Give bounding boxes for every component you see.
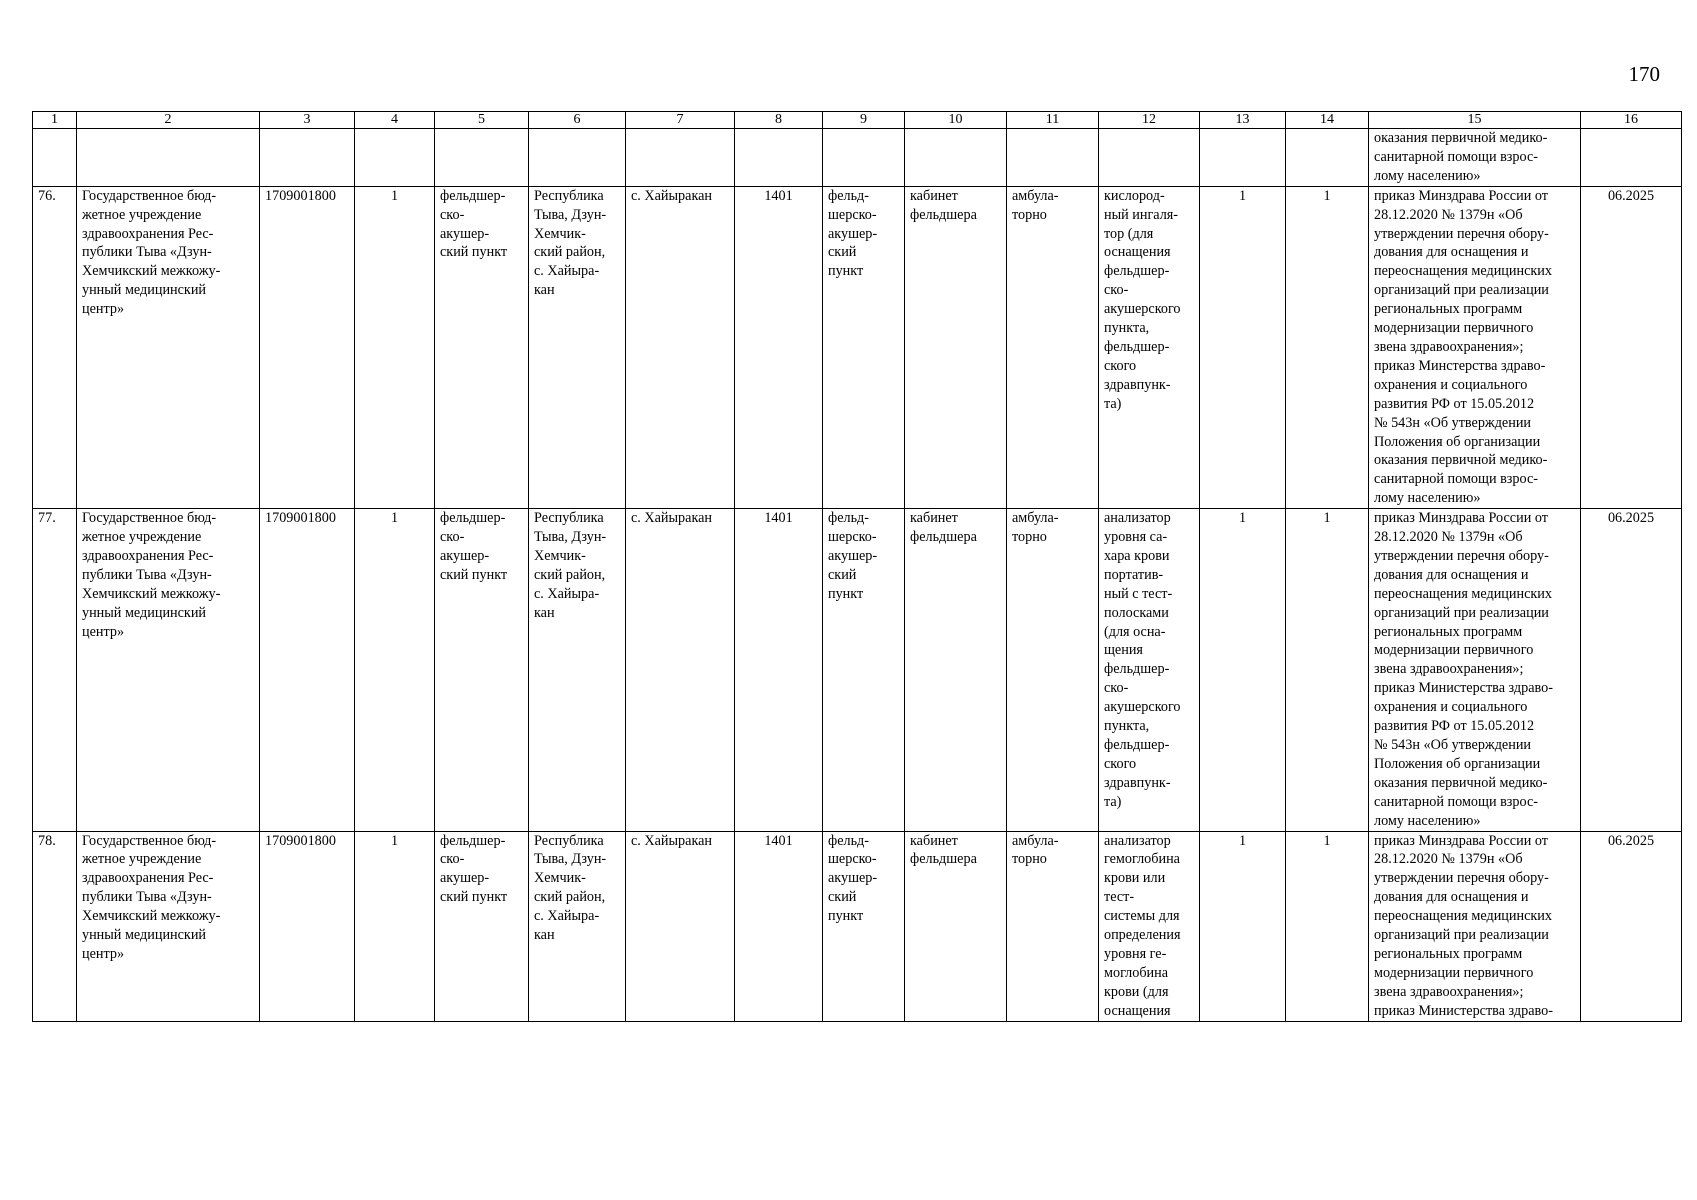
column-number: 16 (1581, 112, 1682, 129)
organization-code: 1709001800 (260, 831, 355, 1021)
column-number: 11 (1007, 112, 1099, 129)
column-number: 3 (260, 112, 355, 129)
equipment-name: анализатор гемоглобина крови или тест- системы для определения уровня ге- моглобина крови (для оснащения (1099, 831, 1200, 1021)
regulatory-basis: приказ Минздрава России от 28.12.2020 № 1379н «Об утверждении перечня обору- дования для оснащения и переоснащения медицинских организаций при реализации региональных программ модернизации первичного звена здравоохранения»; приказ Минстерства здраво- охранения и социального развития РФ от 15.05.2012 № 543н «Об утверждении Положения об организации оказания первичной медико- санитарной помощи взрос- лому населению» (1369, 186, 1581, 508)
column-4-value: 1 (355, 831, 435, 1021)
column-number: 15 (1369, 112, 1581, 129)
quantity-14: 1 (1286, 831, 1369, 1021)
table-row (33, 186, 1682, 508)
column-number: 14 (1286, 112, 1369, 129)
unit-type: фельдшер- ско- акушер- ский пункт (435, 831, 529, 1021)
locality: с. Хайыракан (626, 831, 735, 1021)
date: 06.2025 (1581, 831, 1682, 1021)
column-number: 6 (529, 112, 626, 129)
organization-code: 1709001800 (260, 186, 355, 508)
date: 06.2025 (1581, 186, 1682, 508)
column-number: 8 (735, 112, 823, 129)
table-row (33, 509, 1682, 831)
table-row (33, 831, 1682, 1021)
care-type: амбула- торно (1007, 831, 1099, 1021)
care-type: амбула- торно (1007, 509, 1099, 831)
regulatory-basis: оказания первичной медико- санитарной помощи взрос- лому населению» (1369, 129, 1581, 187)
quantity-13: 1 (1200, 831, 1286, 1021)
region: Республика Тыва, Дзун- Хемчик- ский район, с. Хайыра- кан (529, 831, 626, 1021)
organization-name: Государственное бюд- жетное учреждение здравоохранения Рес- публики Тыва «Дзун- Хемчикский межкожу- унный медицинский центр» (77, 509, 260, 831)
column-number: 12 (1099, 112, 1200, 129)
care-type: амбула- торно (1007, 186, 1099, 508)
column-number: 2 (77, 112, 260, 129)
page-number: 170 (1628, 62, 1660, 86)
column-number: 5 (435, 112, 529, 129)
quantity-14: 1 (1286, 186, 1369, 508)
room: кабинет фельдшера (905, 509, 1007, 831)
quantity-14: 1 (1286, 509, 1369, 831)
column-8-value: 1401 (735, 831, 823, 1021)
date: 06.2025 (1581, 509, 1682, 831)
column-number: 10 (905, 112, 1007, 129)
quantity-13: 1 (1200, 509, 1286, 831)
region: Республика Тыва, Дзун- Хемчик- ский район, с. Хайыра- кан (529, 509, 626, 831)
column-number: 1 (33, 112, 77, 129)
column-4-value: 1 (355, 186, 435, 508)
organization-name: Государственное бюд- жетное учреждение здравоохранения Рес- публики Тыва «Дзун- Хемчикский межкожу- унный медицинский центр» (77, 831, 260, 1021)
quantity-13: 1 (1200, 186, 1286, 508)
column-8-value: 1401 (735, 186, 823, 508)
column-number: 7 (626, 112, 735, 129)
room: кабинет фельдшера (905, 186, 1007, 508)
structural-unit: фельд- шерско- акушер- ский пункт (823, 509, 905, 831)
structural-unit: фельд- шерско- акушер- ский пункт (823, 186, 905, 508)
region: Республика Тыва, Дзун- Хемчик- ский район, с. Хайыра- кан (529, 186, 626, 508)
room: кабинет фельдшера (905, 831, 1007, 1021)
structural-unit: фельд- шерско- акушер- ский пункт (823, 831, 905, 1021)
equipment-name: анализатор уровня са- хара крови портатив- ный с тест- полосками (для осна- щения фельдшер- ско- акушерского пункта, фельдшер- ского здравпунк- та) (1099, 509, 1200, 831)
organization-code: 1709001800 (260, 509, 355, 831)
unit-type: фельдшер- ско- акушер- ский пункт (435, 186, 529, 508)
regulatory-basis: приказ Минздрава России от 28.12.2020 № 1379н «Об утверждении перечня обору- дования для оснащения и переоснащения медицинских организаций при реализации региональных программ модернизации первичного звена здравоохранения»; приказ Министерства здраво- охранения и социального развития РФ от 15.05.2012 № 543н «Об утверждении Положения об организации оказания первичной медико- санитарной помощи взрос- лому населению» (1369, 509, 1581, 831)
regulatory-basis: приказ Минздрава России от 28.12.2020 № 1379н «Об утверждении перечня обору- дования для оснащения и переоснащения медицинских организаций при реализации региональных программ модернизации первичного звена здравоохранения»; приказ Министерства здраво- (1369, 831, 1581, 1021)
unit-type: фельдшер- ско- акушер- ский пункт (435, 509, 529, 831)
locality: с. Хайыракан (626, 186, 735, 508)
column-4-value: 1 (355, 509, 435, 831)
column-number: 9 (823, 112, 905, 129)
column-8-value: 1401 (735, 509, 823, 831)
column-number: 13 (1200, 112, 1286, 129)
continuation-row (33, 129, 1682, 187)
column-number: 4 (355, 112, 435, 129)
locality: с. Хайыракан (626, 509, 735, 831)
equipment-name: кислород- ный ингаля- тор (для оснащения фельдшер- ско- акушерского пункта, фельдшер- ского здравпунк- та) (1099, 186, 1200, 508)
equipment-register-table (32, 111, 1682, 1022)
row-number: 77. (33, 509, 77, 831)
row-number: 78. (33, 831, 77, 1021)
column-number-row (33, 112, 1682, 129)
organization-name: Государственное бюд- жетное учреждение здравоохранения Рес- публики Тыва «Дзун- Хемчикский межкожу- унный медицинский центр» (77, 186, 260, 508)
row-number: 76. (33, 186, 77, 508)
